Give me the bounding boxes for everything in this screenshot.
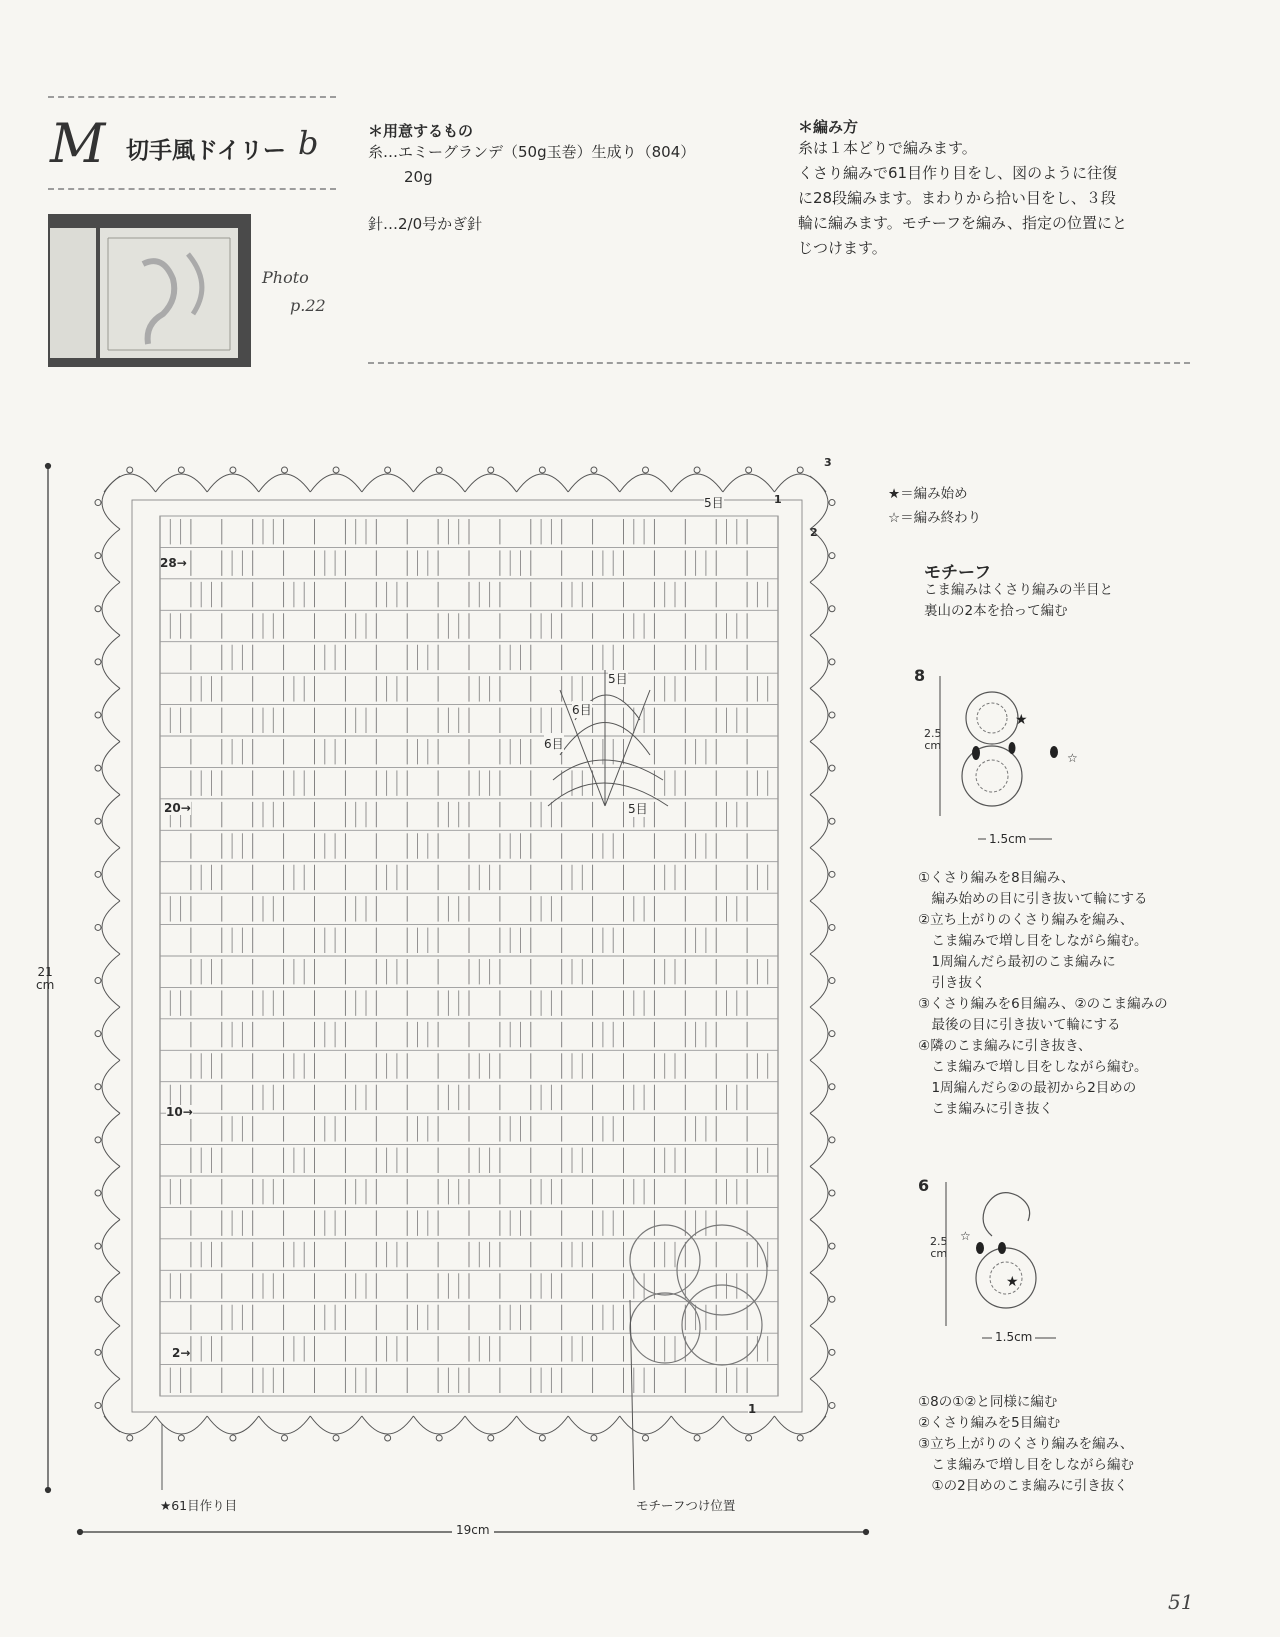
border-picot xyxy=(95,924,101,930)
photo-label: Photo xyxy=(262,268,309,287)
motif-leader-line xyxy=(162,1300,634,1490)
border-picot xyxy=(95,871,101,877)
row-label-1: 1 xyxy=(748,1402,757,1416)
border-picot xyxy=(95,765,101,771)
border-scallop xyxy=(810,1007,828,1060)
border-scallop xyxy=(259,474,311,492)
method-line: じつけます。 xyxy=(798,239,887,257)
doily-title: 切手風ドイリー xyxy=(126,138,286,164)
title-block xyxy=(48,112,348,178)
border-picot xyxy=(829,659,835,665)
border-picot xyxy=(829,1349,835,1355)
motif-8-number: 8 xyxy=(914,666,926,685)
variant-letter: b xyxy=(298,124,319,162)
motif-heading: モチーフ xyxy=(924,563,992,583)
method-line: くさり編みで61目作り目をし、図のように往復 xyxy=(798,164,1118,182)
border-scallop xyxy=(102,1379,120,1432)
border-scallop xyxy=(102,954,120,1007)
materials-hook: 針…2/0号かぎ針 xyxy=(368,215,483,233)
border-scallop xyxy=(102,901,120,954)
border-picot xyxy=(95,1084,101,1090)
border-scallop xyxy=(102,529,120,582)
border-scallop xyxy=(671,474,723,492)
border-scallop xyxy=(465,1416,517,1434)
border-picot xyxy=(829,606,835,612)
border-picot xyxy=(95,978,101,984)
materials-yarn: 糸…エミーグランデ（50g玉巻）生成り（804） xyxy=(368,143,696,161)
row-label-2: 2→ xyxy=(172,1346,191,1360)
border-picot xyxy=(385,467,391,473)
border-row-1: 1 xyxy=(774,493,782,506)
motif-6-steps: ①8の①②と同様に編む ②くさり編みを5目編む ③立ち上がりのくさり編みを編み、 こま編みで増し目をしながら編む ①の2目めのこま編みに引き抜く xyxy=(918,1394,1134,1494)
motif-8-height: 2.5 cm xyxy=(924,727,942,752)
motif-6-width: 1.5cm xyxy=(992,1330,1035,1344)
border-picot xyxy=(230,1435,236,1441)
border-scallop xyxy=(413,474,465,492)
svg-text:☆: ☆ xyxy=(960,1229,971,1243)
border-picot xyxy=(829,500,835,506)
border-picot xyxy=(829,818,835,824)
border-picot xyxy=(95,712,101,718)
border-scallop xyxy=(156,474,208,492)
border-picot xyxy=(127,1435,133,1441)
motif-placement-circles xyxy=(630,1225,767,1365)
motif-8-width: 1.5cm xyxy=(986,832,1029,846)
motif-6-height: 2.5 cm xyxy=(930,1235,948,1260)
border-picot xyxy=(694,1435,700,1441)
border-scallop xyxy=(207,474,259,492)
border-picot xyxy=(829,924,835,930)
border-picot xyxy=(829,1031,835,1037)
border-picot xyxy=(95,1402,101,1408)
border-scallop xyxy=(102,1220,120,1273)
materials-heading: ＊用意するもの xyxy=(368,122,474,140)
row-label-20: 20→ xyxy=(164,801,191,815)
method-heading: ＊編み方 xyxy=(798,118,859,136)
border-picot xyxy=(539,467,545,473)
border-picot xyxy=(829,1137,835,1143)
border-picot xyxy=(746,467,752,473)
border-picot xyxy=(829,553,835,559)
motif-8-diagram xyxy=(930,666,1080,846)
border-scallop xyxy=(517,1416,569,1434)
border-scallop xyxy=(810,1220,828,1273)
photo-page: p.22 xyxy=(290,296,326,315)
border-picot xyxy=(643,1435,649,1441)
materials-yarn-amount: 20g xyxy=(404,168,433,186)
border-scallop xyxy=(102,635,120,688)
border-picot xyxy=(333,467,339,473)
svg-text:★: ★ xyxy=(1015,712,1028,728)
border-scallop xyxy=(810,1113,828,1166)
start-note: ★61目作り目 xyxy=(160,1498,238,1513)
doily-photo xyxy=(48,214,251,367)
border-picot xyxy=(591,467,597,473)
border-scallop xyxy=(620,1416,672,1434)
row-label-10: 10→ xyxy=(166,1105,193,1119)
border-scallop xyxy=(810,1060,828,1113)
border-picot xyxy=(829,1402,835,1408)
border-scallop xyxy=(810,582,828,635)
border-scallop xyxy=(723,474,775,492)
corner-count-label: 5目 xyxy=(704,496,724,510)
border-picot xyxy=(282,1435,288,1441)
motif-6-number: 6 xyxy=(918,1176,930,1195)
method-line: 糸は１本どりで編みます。 xyxy=(798,139,977,157)
border-scallop xyxy=(102,1113,120,1166)
legend-end: ☆＝編み終わり xyxy=(888,510,982,526)
border-scallop xyxy=(102,1060,120,1113)
border-scallop xyxy=(413,1416,465,1434)
border-scallop xyxy=(102,1273,120,1326)
border-scallop xyxy=(810,1273,828,1326)
filet-grid xyxy=(132,500,802,1412)
border-picot xyxy=(436,1435,442,1441)
border-scallop xyxy=(102,688,120,741)
border-scallop xyxy=(810,848,828,901)
page-number: 51 xyxy=(1168,1590,1194,1614)
border-scallop xyxy=(207,1416,259,1434)
motif-8-steps: ①くさり編みを8目編み、 編み始めの目に引き抜いて輪にする ②立ち上がりのくさり編みを編み、 こま編みで増し目をしながら編む。 1周編んだら最初のこま編みに 引き抜く ③くさり編みを6目編み、②のこま編みの 最後の目に引き抜いて輪にする ④隣のこま編みに引き抜き、 こま編みで増し目をしながら編む。 1周編んだら②の最初から2目めの こま編みに引き抜く xyxy=(918,870,1168,1117)
border-picot xyxy=(95,1243,101,1249)
border-scallop xyxy=(810,688,828,741)
border-picot xyxy=(95,1296,101,1302)
border-scallop xyxy=(102,1007,120,1060)
border-picot xyxy=(178,1435,184,1441)
border-picot xyxy=(230,467,236,473)
row-label-28: 28→ xyxy=(160,556,187,570)
border-scallop xyxy=(310,1416,362,1434)
svg-text:★: ★ xyxy=(1006,1274,1019,1290)
border-picot xyxy=(95,1031,101,1037)
border-picot xyxy=(95,818,101,824)
border-scallop xyxy=(810,1166,828,1219)
border-picot xyxy=(829,1243,835,1249)
motif-position-note: モチーフつけ位置 xyxy=(636,1498,736,1513)
border-picot xyxy=(643,467,649,473)
crochet-chart xyxy=(0,440,880,1550)
border-scallop xyxy=(102,476,120,529)
border-picot xyxy=(829,765,835,771)
header-rule-mid xyxy=(48,188,336,190)
chart-width-label: 19cm xyxy=(452,1523,494,1537)
border-picot xyxy=(95,1137,101,1143)
border-picot xyxy=(127,467,133,473)
border-picot xyxy=(95,1190,101,1196)
method-text xyxy=(798,136,1198,261)
border-scallop xyxy=(810,954,828,1007)
border-scallop xyxy=(102,848,120,901)
legend-start: ★＝編み始め xyxy=(888,486,968,502)
border-scallop xyxy=(102,742,120,795)
border-scallop xyxy=(310,474,362,492)
border-row-3: 3 xyxy=(824,456,832,469)
border-scallop xyxy=(102,582,120,635)
border-scallop xyxy=(102,1326,120,1379)
border-picot xyxy=(829,1084,835,1090)
chart-dimension-lines xyxy=(46,464,869,1535)
border-scallop xyxy=(810,635,828,688)
border-scallop xyxy=(156,1416,208,1434)
border-picot xyxy=(488,467,494,473)
border-picot xyxy=(95,500,101,506)
fan-count-6-a: 6目 xyxy=(572,703,592,717)
border-scallop xyxy=(810,795,828,848)
border-scallop xyxy=(810,1379,828,1432)
border-picot xyxy=(829,1296,835,1302)
border-picot xyxy=(746,1435,752,1441)
border-scallop xyxy=(671,1416,723,1434)
border-picot xyxy=(694,467,700,473)
border-picot xyxy=(95,606,101,612)
border-scallop xyxy=(568,1416,620,1434)
border-picot xyxy=(829,978,835,984)
logo-letter: M xyxy=(50,112,106,175)
border-scallop xyxy=(362,1416,414,1434)
border-picot xyxy=(282,467,288,473)
border-picot xyxy=(333,1435,339,1441)
border-scallop xyxy=(102,1166,120,1219)
border-scallop xyxy=(102,795,120,848)
method-line: 輪に編みます。モチーフを編み、指定の位置にと xyxy=(798,214,1127,232)
border-picot xyxy=(95,659,101,665)
border-picot xyxy=(488,1435,494,1441)
border-picot xyxy=(436,467,442,473)
motif-note: こま編みはくさり編みの半目と 裏山の2本を拾って編む xyxy=(924,582,1113,619)
border-scallop xyxy=(517,474,569,492)
photo-thumbnail xyxy=(48,214,251,367)
border-scallop xyxy=(810,1326,828,1379)
fan-count-5-top: 5目 xyxy=(608,672,628,686)
content-rule-bottom xyxy=(368,362,1190,364)
method-line: に28段編みます。まわりから拾い目をし、３段 xyxy=(798,189,1116,207)
border-scallop xyxy=(810,901,828,954)
border-scallop xyxy=(810,742,828,795)
fan-count-5-bottom: 5目 xyxy=(628,802,648,816)
scalloped-border xyxy=(95,467,835,1441)
border-picot xyxy=(95,553,101,559)
border-scallop xyxy=(568,474,620,492)
border-scallop xyxy=(620,474,672,492)
border-picot xyxy=(829,1190,835,1196)
border-picot xyxy=(829,871,835,877)
border-picot xyxy=(829,712,835,718)
border-scallop xyxy=(259,1416,311,1434)
border-picot xyxy=(539,1435,545,1441)
border-scallop xyxy=(362,474,414,492)
border-picot xyxy=(591,1435,597,1441)
border-picot xyxy=(95,1349,101,1355)
motif-6-diagram xyxy=(936,1176,1086,1356)
border-scallop xyxy=(810,476,828,529)
chart-height-label: 21 cm xyxy=(36,965,55,992)
header-rule-top xyxy=(48,96,336,98)
border-picot xyxy=(385,1435,391,1441)
border-picot xyxy=(797,1435,803,1441)
fan-count-6-b: 6目 xyxy=(544,737,564,751)
border-picot xyxy=(797,467,803,473)
center-fan xyxy=(548,670,668,806)
svg-text:☆: ☆ xyxy=(1067,751,1078,765)
border-picot xyxy=(178,467,184,473)
border-row-2: 2 xyxy=(810,526,818,539)
border-scallop xyxy=(465,474,517,492)
border-scallop xyxy=(723,1416,775,1434)
